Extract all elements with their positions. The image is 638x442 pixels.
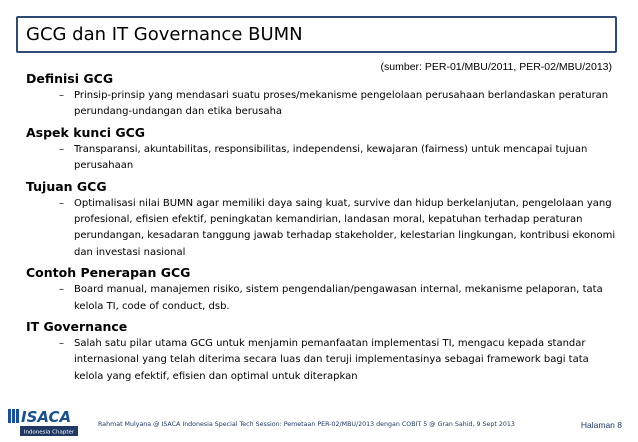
bullet-dash: – xyxy=(59,143,64,155)
page-number: Halaman 8 xyxy=(580,420,622,430)
footer xyxy=(0,402,638,442)
bullet-dash: – xyxy=(59,197,64,209)
section-aspek-kunci-gcg xyxy=(26,124,616,175)
bullet-item xyxy=(26,336,616,385)
bullet-text: Prinsip-prinsip yang mendasari suatu proses/mekanisme pengelolaan perusahaan berlandaskan peraturan perundang-undangan dan etika berusaha xyxy=(74,90,609,118)
bullet-text: Board manual, manajemen risiko, sistem pengendalian/pengawasan internal, mekanisme pelaporan, tata kelola TI, code of conduct, dsb. xyxy=(74,284,603,312)
bullet-item xyxy=(26,142,616,175)
footer-credit: Rahmat Mulyana @ ISACA Indonesia Special Tech Session: Pemetaan PER-02/MBU/2013 dengan COBIT 5 @ Gran Sahid, 9 Sept 2013 xyxy=(98,421,515,428)
bullet-item xyxy=(26,196,616,262)
title-box xyxy=(16,16,617,53)
section-definisi-gcg xyxy=(26,70,616,121)
bullet-dash: – xyxy=(59,338,64,350)
section-it-governance xyxy=(26,318,616,385)
bullet-item xyxy=(26,88,616,121)
bullet-dash: – xyxy=(59,90,64,101)
content-area xyxy=(26,70,616,388)
section-heading: Aspek kunci GCG xyxy=(26,124,146,140)
bullet-dash: – xyxy=(59,284,64,296)
section-heading: Contoh Penerapan GCG xyxy=(26,265,191,281)
section-tujuan-gcg xyxy=(26,178,616,262)
bullet-text: Optimalisasi nilai BUMN agar memiliki daya saing kuat, survive dan hidup berkelanjutan, pengelolaan yang profesional, efisien efektif, peningkatan kemandirian, landasan moral, kepatuhan terhadap peraturan perundangan, kesadaran tanggung jawab terhadap stakeholder, kelestarian lingkungan, kontribusi ekonomi dan investasi nasional xyxy=(74,197,616,258)
isaca-logo-mark xyxy=(8,408,71,426)
isaca-chapter-text: Indonesia Chapter xyxy=(23,429,75,436)
isaca-logo-text: ISACA xyxy=(21,408,72,426)
isaca-logo xyxy=(8,407,82,437)
bullet-text: Salah satu pilar utama GCG untuk menjamin pemanfaatan implementasi TI, mengacu kepada standar internasional yang telah diterima secara luas dan teruji implementasinya sebagai framework bagi tata kelola yang efektif, efisien dan optimal untuk diterapkan xyxy=(74,338,589,382)
source-citation: (sumber: PER-01/MBU/2011, PER-02/MBU/2013) xyxy=(380,61,612,73)
section-heading: Definisi GCG xyxy=(26,71,114,86)
section-contoh-penerapan-gcg xyxy=(26,264,616,315)
section-heading: Tujuan GCG xyxy=(26,178,107,194)
bullet-item xyxy=(26,282,616,315)
bullet-text: Transparansi, akuntabilitas, responsibilitas, independensi, kewajaran (fairness) untuk mencapai tujuan perusahaan xyxy=(74,143,588,172)
section-heading: IT Governance xyxy=(26,319,128,335)
slide-title: GCG dan IT Governance BUMN xyxy=(26,24,303,45)
